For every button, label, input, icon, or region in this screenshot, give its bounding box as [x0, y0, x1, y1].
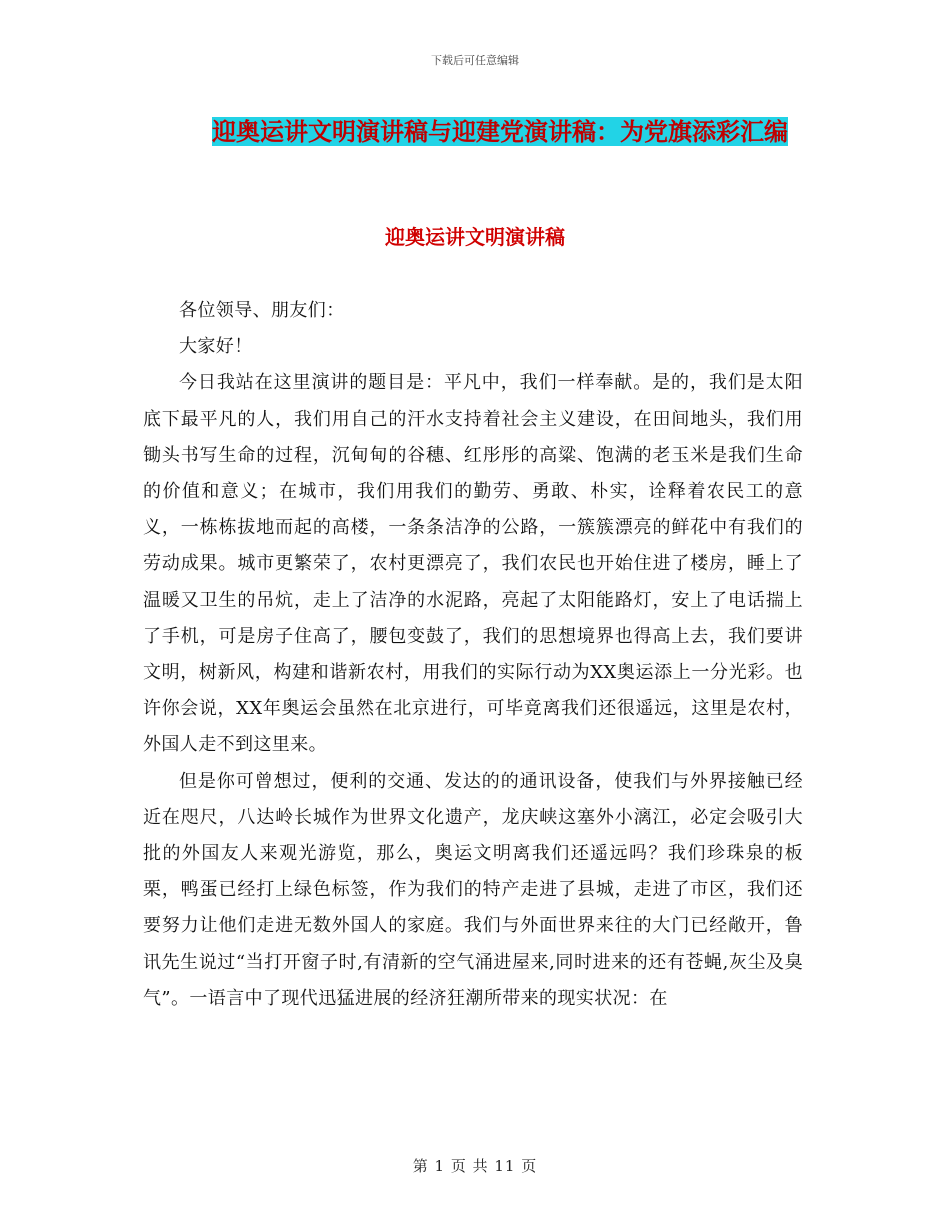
- document-title: [192, 110, 808, 154]
- document-title-text: 迎奥运讲文明演讲稿与迎建党演讲稿：为党旗添彩汇编: [212, 117, 788, 146]
- paragraph-body-1: 今日我站在这里演讲的题目是：平凡中，我们一样奉献。是的，我们是太阳底下最平凡的人，我们用自己的汗水支持着社会主义建设，在田间地头，我们用锄头书写生命的过程，沉甸甸的谷穗、红彤彤的高粱、饱满的老玉米是我们生命的价值和意义；在城市，我们用我们的勤劳、勇敢、朴实，诠释着农民工的意义，一栋栋拔地而起的高楼，一条条洁净的公路，一簇簇漂亮的鲜花中有我们的劳动成果。城市更繁荣了，农村更漂亮了，我们农民也开始住进了楼房，睡上了温暖又卫生的吊炕，走上了洁净的水泥路，亮起了太阳能路灯，安上了电话揣上了手机，可是房子住高了，腰包变鼓了，我们的思想境界也得高上去，我们要讲文明，树新风，构建和谐新农村，用我们的实际行动为XX奥运添上一分光彩。也许你会说，XX年奥运会虽然在北京进行，可毕竟离我们还很遥远，这里是农村，外国人走不到这里来。: [143, 372, 803, 756]
- paragraph-body-2: 但是你可曾想过，便利的交通、发达的的通讯设备，使我们与外界接触已经近在咫尺，八达岭长城作为世界文化遗产，龙庆峡这塞外小漓江，必定会吸引大批的外国友人来观光游览，那么，奥运文明离我们还遥远吗？我们珍珠泉的板栗，鸭蛋已经打上绿色标签，作为我们的特产走进了县城，走进了市区，我们还要努力让他们走进无数外国人的家庭。我们与外面世界来往的大门已经敞开，鲁讯先生说过“当打开窗子时,有清新的空气涌进屋来,同时进来的还有苍蝇,灰尘及臭气”。一语言中了现代迅猛进展的经济狂潮所带来的现实状况：在: [143, 770, 803, 1009]
- paragraph-greeting: 各位领导、朋友们：: [179, 300, 345, 321]
- document-body: [143, 293, 803, 1017]
- paragraph-hello: 大家好！: [179, 336, 253, 358]
- page-number: 第 1 页 共 11 页: [412, 1157, 538, 1175]
- section-title: 迎奥运讲文明演讲稿: [385, 225, 565, 249]
- page-header-note: 下载后可任意编辑: [431, 54, 519, 67]
